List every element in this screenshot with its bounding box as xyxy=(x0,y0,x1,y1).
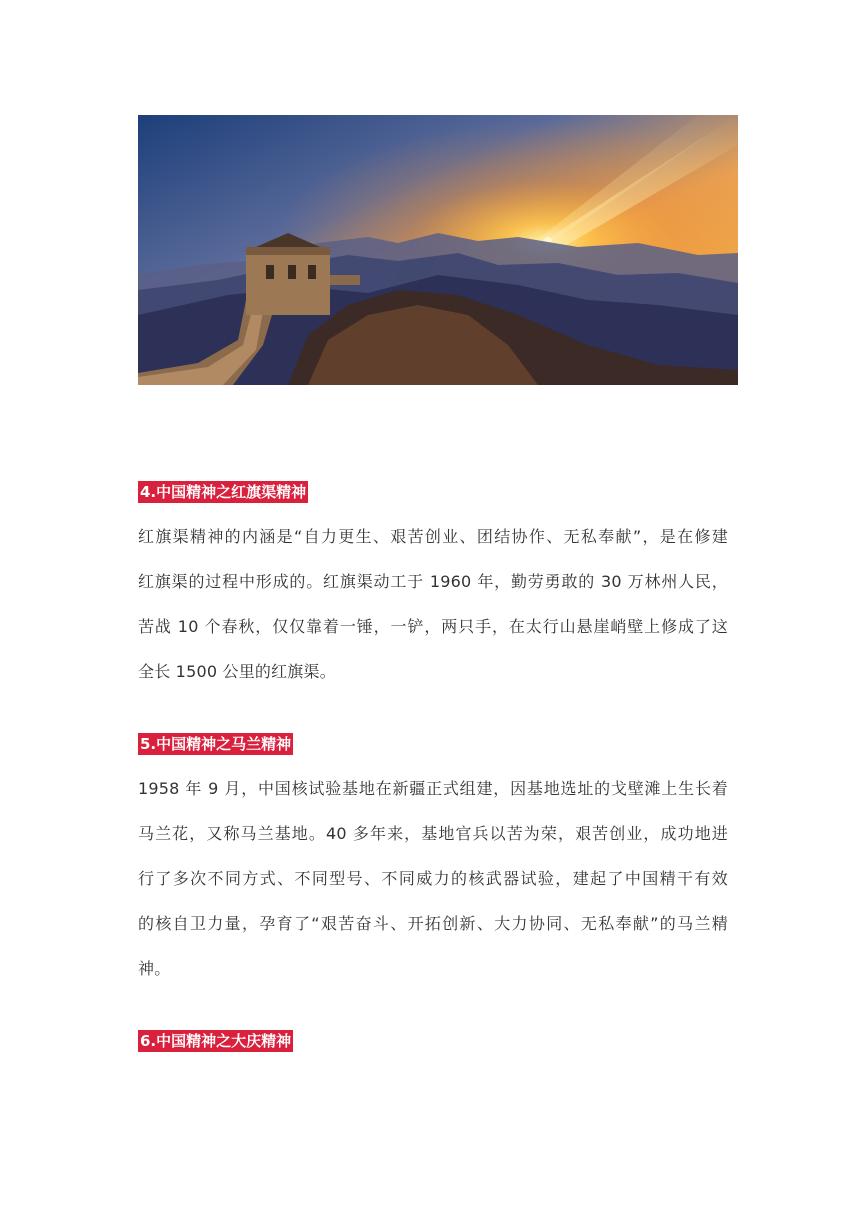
section-heading-daqing: 6.中国精神之大庆精神 xyxy=(140,1032,292,1050)
paragraph-line: 苦战 10 个春秋，仅仅靠着一锤，一铲，两只手，在太行山悬崖峭壁上修成了这 xyxy=(138,617,728,636)
paragraph-line: 1958 年 9 月，中国核试验基地在新疆正式组建，因基地选址的戈壁滩上生长着 xyxy=(138,779,728,798)
great-wall-photo xyxy=(138,115,738,385)
section-heading-hongqiqu: 4.中国精神之红旗渠精神 xyxy=(140,483,307,501)
paragraph-line: 的核自卫力量，孕育了“艰苦奋斗、开拓创新、大力协同、无私奉献”的马兰精 xyxy=(138,914,728,933)
paragraph-line: 全长 1500 公里的红旗渠。 xyxy=(138,662,336,681)
section-paragraph-hongqiqu xyxy=(138,514,728,694)
paragraph-line: 红旗渠的过程中形成的。红旗渠动工于 1960 年，勤劳勇敢的 30 万林州人民， xyxy=(138,572,728,591)
paragraph-line: 红旗渠精神的内涵是“自力更生、艰苦创业、团结协作、无私奉献”，是在修建 xyxy=(138,527,728,546)
section-paragraph-malan xyxy=(138,766,728,991)
paragraph-line: 行了多次不同方式、不同型号、不同威力的核武器试验，建起了中国精干有效 xyxy=(138,869,728,888)
paragraph-line: 马兰花，又称马兰基地。40 多年来，基地官兵以苦为荣，艰苦创业，成功地进 xyxy=(138,824,728,843)
paragraph-line: 神。 xyxy=(138,959,171,978)
section-heading-malan: 5.中国精神之马兰精神 xyxy=(140,735,292,753)
